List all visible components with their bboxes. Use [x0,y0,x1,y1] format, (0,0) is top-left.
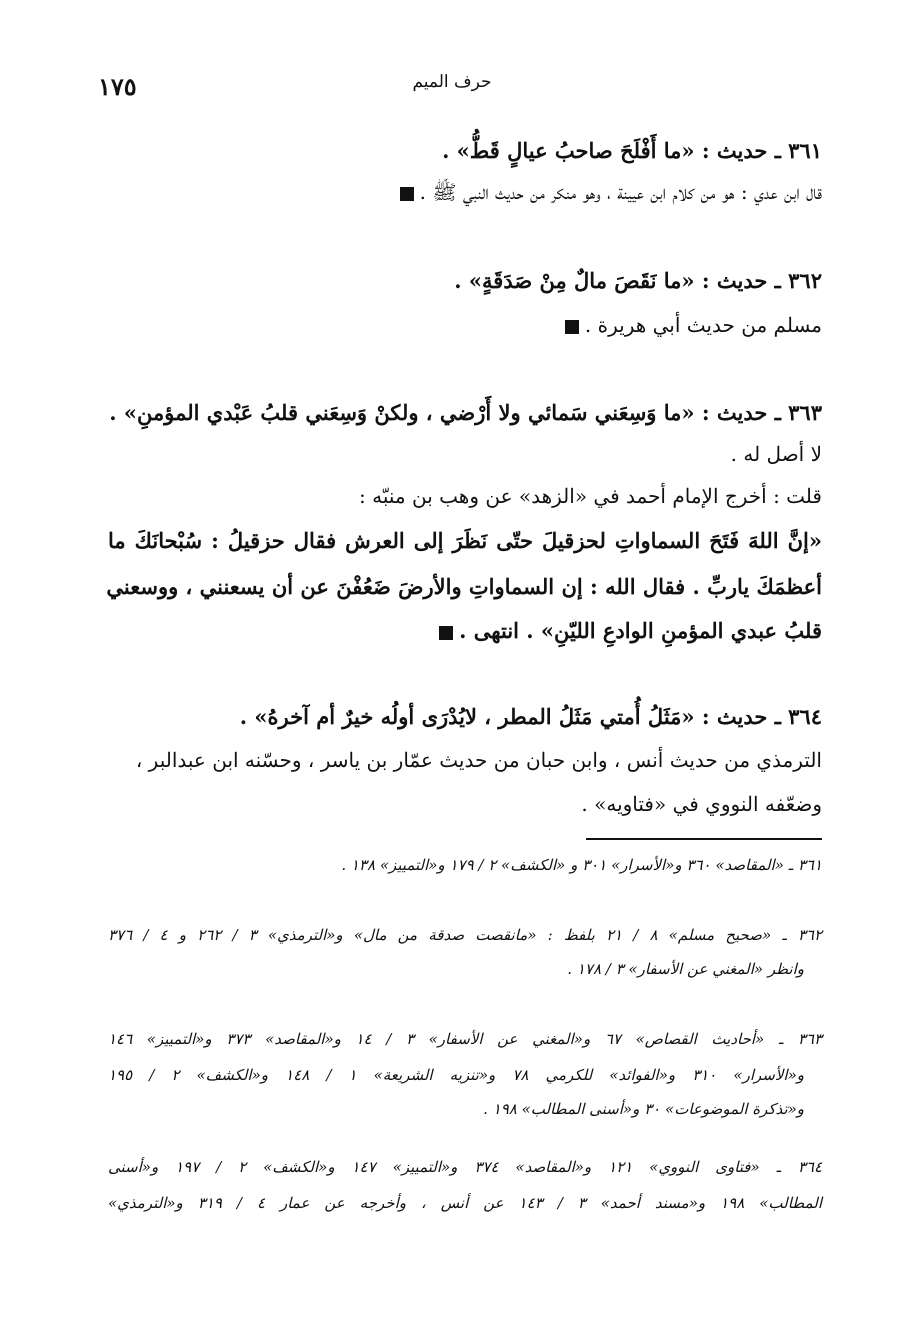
commentary-line: الترمذي من حديث أنس ، وابن حبان من حديث عمّار بن ياسر ، وحسّنه ابن عبدالبر ، [135,748,822,772]
page-number: ١٧٥ [98,72,137,101]
hadith-heading-364: ٣٦٤ ـ حديث : «مَثَلُ أُمتي مَثَلُ المطر ، لايُدْرَى أولُه خيرٌ أم آخرهُ» . [239,704,822,729]
quotation-line: أعظمَكَ ياربِّ . فقال الله : إن السماواتِ والأرضَ ضَعُفْنَ عن أن يسعنني ، ووسعني [106,574,822,599]
commentary-line [565,313,822,337]
footnote-361: ٣٦١ ـ «المقاصد» ٣٦٠ و«الأسرار» ٣٠١ و «الكشف» ٢ / ١٧٩ و«التمييز» ١٣٨ . [341,856,822,874]
running-header: حرف الميم [412,72,492,92]
hadith-heading-361: ٣٦١ ـ حديث : «ما أَفْلَحَ صاحبُ عيالٍ قَطُّ» . [442,138,822,163]
commentary-text: مسلم من حديث أبي هريرة . [584,313,822,337]
footnote-363-cont: و«الأسرار» ٣١٠ و«الفوائد» للكرمي ٧٨ و«تنزيه الشريعة» ١ / ١٤٨ و«الكشف» ٢ / ١٩٥ [108,1066,804,1084]
commentary-line: وضعّفه النووي في «فتاويه» . [581,792,822,816]
quotation-text: قلبُ عبدي المؤمنِ الوادعِ الليّنِ» . انتهى . [459,618,822,643]
footnote-363: ٣٦٣ ـ «أحاديث القصاص» ٦٧ و«المغني عن الأسفار» ٣ / ١٤ و«المقاصد» ٣٧٣ و«التمييز» ١٤٦ [108,1030,823,1048]
footnote-rule [586,838,822,840]
hadith-heading-363: ٣٦٣ ـ حديث : «ما وَسِعَني سَمائي ولا أَرْضي ، ولكنْ وَسِعَني قلبُ عَبْدي المؤمنِ» . [109,400,822,425]
commentary-line [400,180,822,209]
end-square-icon [565,320,579,334]
commentary-line: قلت : أخرج الإمام أحمد في «الزهد» عن وهب بن منبّه : [359,484,822,508]
footnote-362: ٣٦٢ ـ «صحيح مسلم» ٨ / ٢١ بلفظ : «مانقصت صدقة من مال» و«الترمذي» ٣ / ٢٦٢ و ٤ / ٣٧٦ [108,926,823,944]
hadith-heading-362: ٣٦٢ ـ حديث : «ما نَقَصَ مالٌ مِنْ صَدَقَةٍ» . [454,268,822,293]
end-square-icon [400,187,414,201]
footnote-363-cont: و«تذكرة الموضوعات» ٣٠ و«أسنى المطالب» ١٩٨ . [483,1100,804,1118]
end-square-icon [439,626,453,640]
quotation-line [439,618,822,643]
commentary-line: لا أصل له . [730,442,822,466]
quotation-line: «إنَّ اللهَ فَتَحَ السماواتِ لحزقيلَ حتّى نَظَرَ إلى العرش فقال حزقيلُ : سُبْحانَكَ ما [108,528,822,553]
footnote-362-cont: وانظر «المغني عن الأسفار» ٣ / ١٧٨ . [567,960,804,978]
commentary-text: قال ابن عدي : هو من كلام ابن عيينة ، وهو منكر من حديث النبي ﷺ . [419,180,822,204]
footnote-364-cont: المطالب» ١٩٨ و«مسند أحمد» ٣ / ١٤٣ عن أنس ، وأخرجه عن عمار ٤ / ٣١٩ و«الترمذي» [108,1194,822,1212]
footnote-364: ٣٦٤ ـ «فتاوى النووي» ١٢١ و«المقاصد» ٣٧٤ و«التمييز» ١٤٧ و«الكشف» ٢ / ١٩٧ و«أسنى [108,1158,822,1176]
